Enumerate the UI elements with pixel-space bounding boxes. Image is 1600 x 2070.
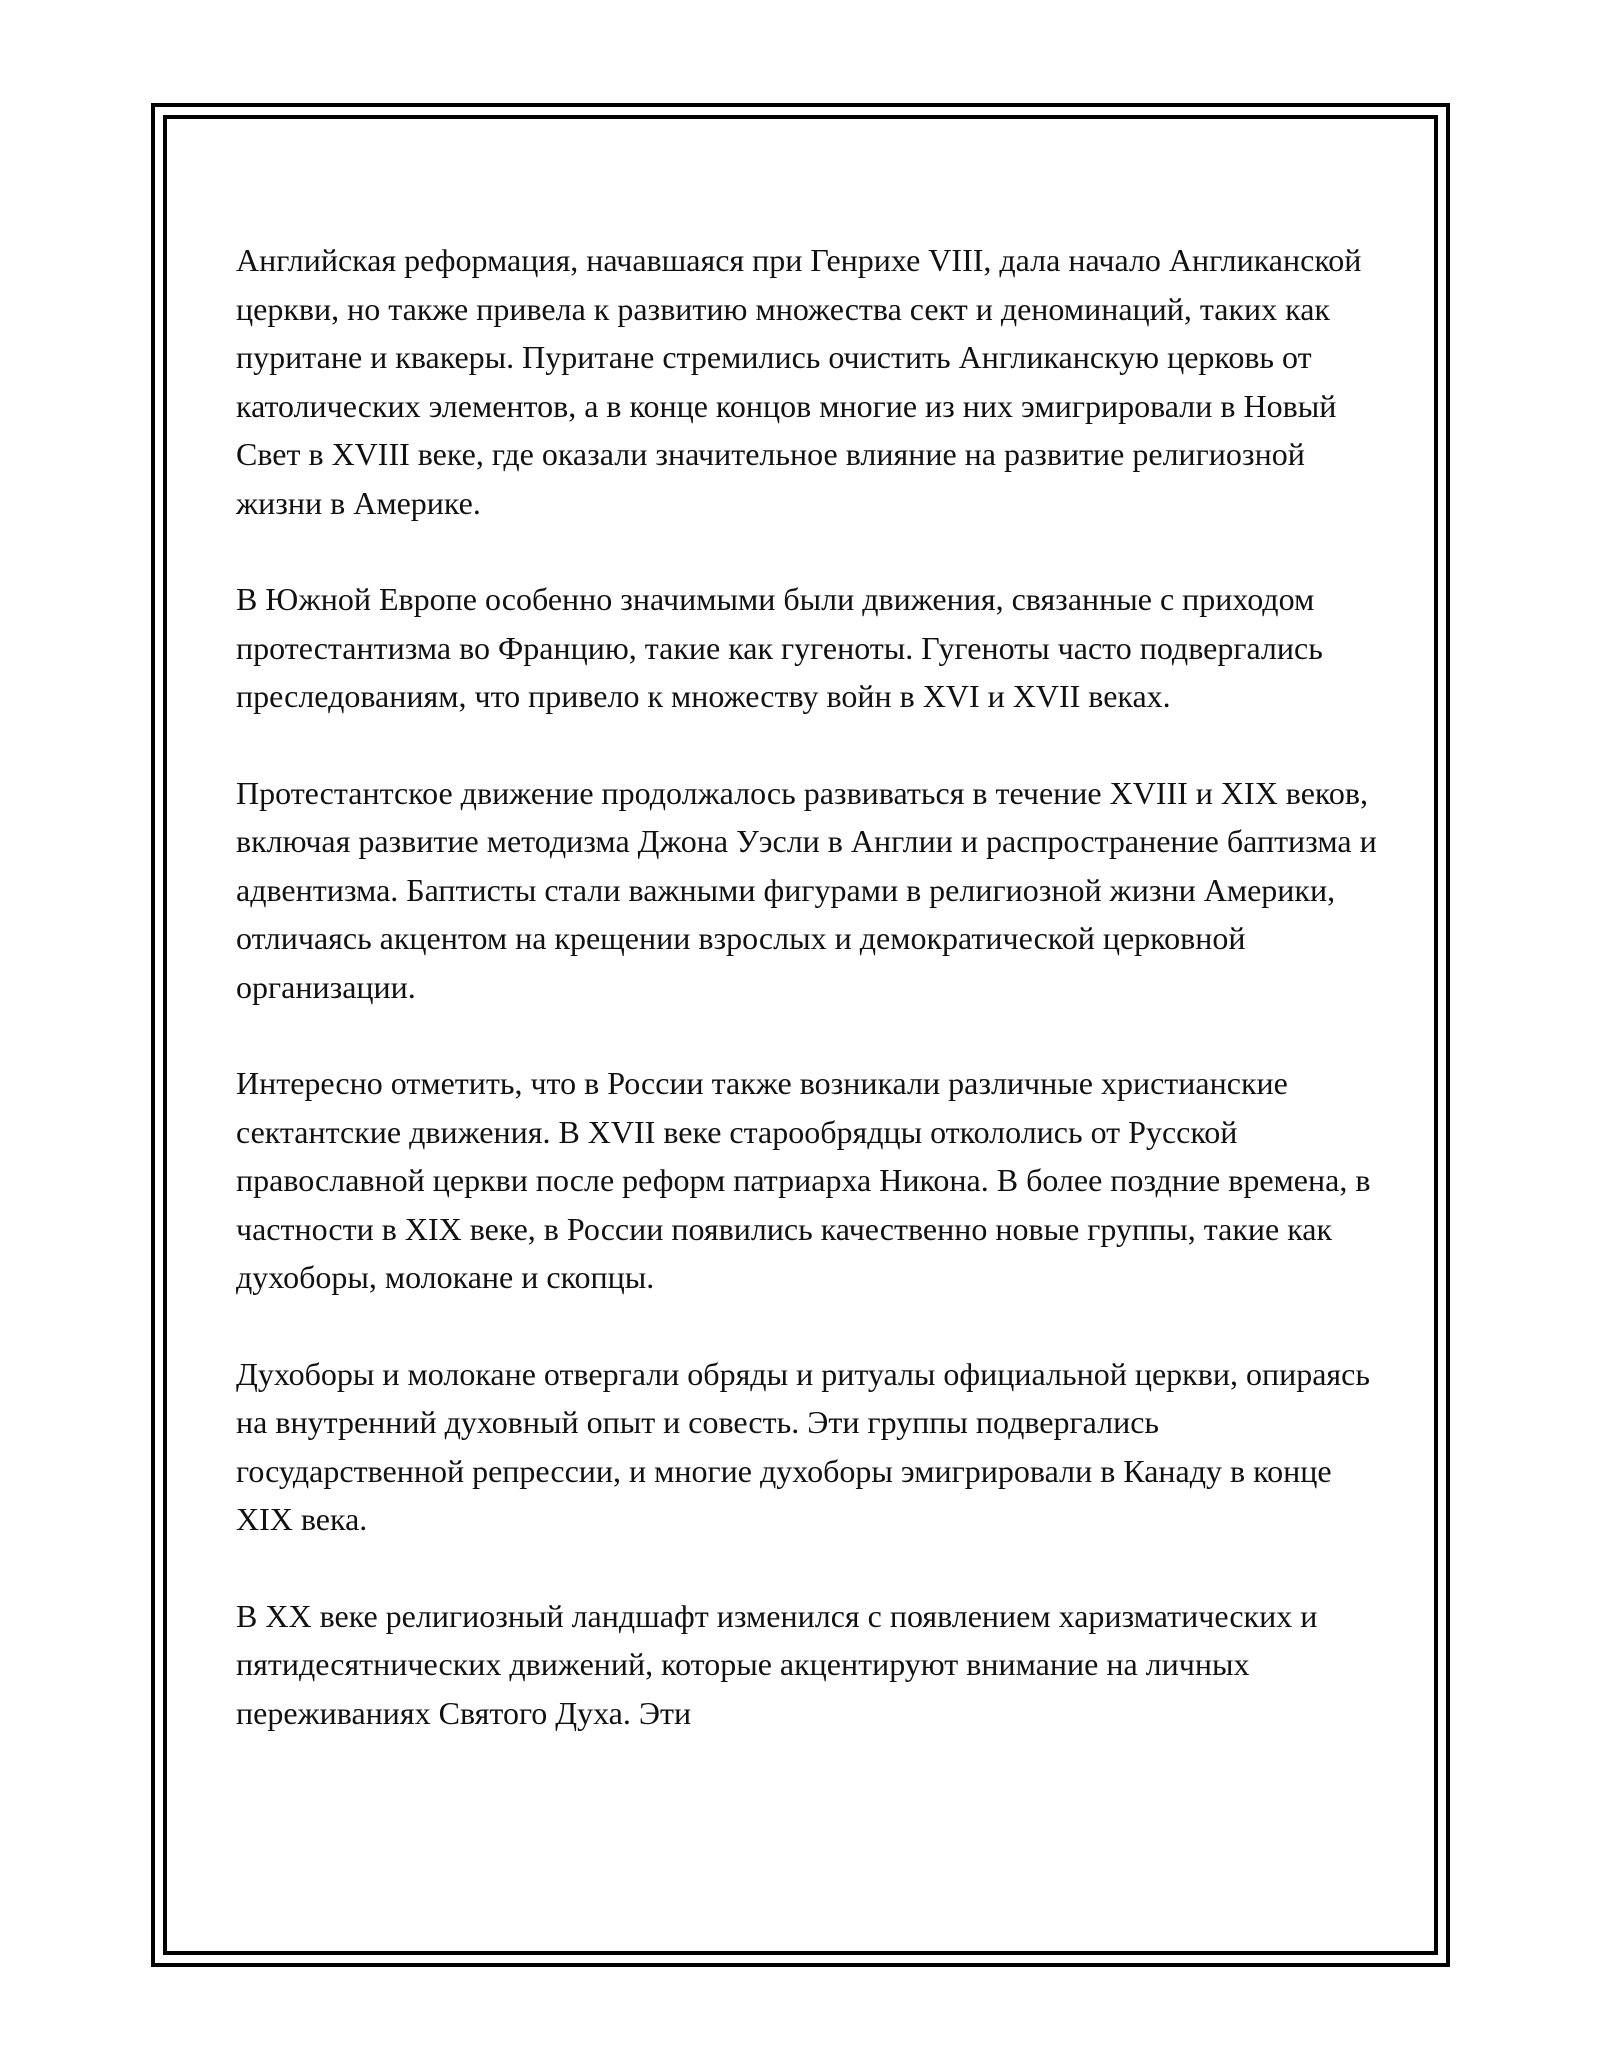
paragraph-huguenots: В Южной Европе особенно значимыми были движения, связанные с приходом протестантизма во Францию, такие как гугеноты. Гугеноты часто подвергались преследованиям, что привело к множеству войн в XVI и XVII веках. (236, 581, 1323, 714)
paragraph-russian-sects: Интересно отметить, что в России также возникали различные христианские сектантские движения. В XVII веке старообрядцы откололись от Русской православной церкви после реформ патриарха Никона. В более поздние времена, в частности в XIX веке, в России появились качественно новые группы, такие как духоборы, молокане и скопцы. (236, 1065, 1371, 1295)
document-body (236, 236, 1386, 1785)
paragraph-protestant-movement: Протестантское движение продолжалось развиваться в течение XVIII и XIX веков, включая развитие методизма Джона Уэсли в Англии и распространение баптизма и адвентизма. Баптисты стали важными фигурами в религиозной жизни Америки, отличаясь акцентом на крещении взрослых и демократической церковной организации. (236, 774, 1377, 1005)
paragraph-twentieth-century: В XX веке религиозный ландшафт изменился с появлением харизматических и пятидесятнических движений, которые акцентируют внимание на личных переживаниях Святого Духа. Эти (236, 1597, 1318, 1731)
paragraph-english-reformation: Английская реформация, начавшаяся при Генрихе VIII, дала начало Англиканской церкви, но также привела к развитию множества сект и деноминаций, таких как пуритане и квакеры. Пуритане стремились очистить Англиканскую церковь от католических элементов, а в конце концов многие из них эмигрировали в Новый Свет в XVIII веке, где оказали значительное влияние на развитие религиозной жизни в Америке. (236, 242, 1362, 521)
paragraph-doukhobors-molokans: Духоборы и молокане отвергали обряды и ритуалы официальной церкви, опираясь на внутренний духовный опыт и совесть. Эти группы подвергались государственной репрессии, и многие духоборы эмигрировали в Канаду в конце XIX века. (236, 1355, 1370, 1537)
